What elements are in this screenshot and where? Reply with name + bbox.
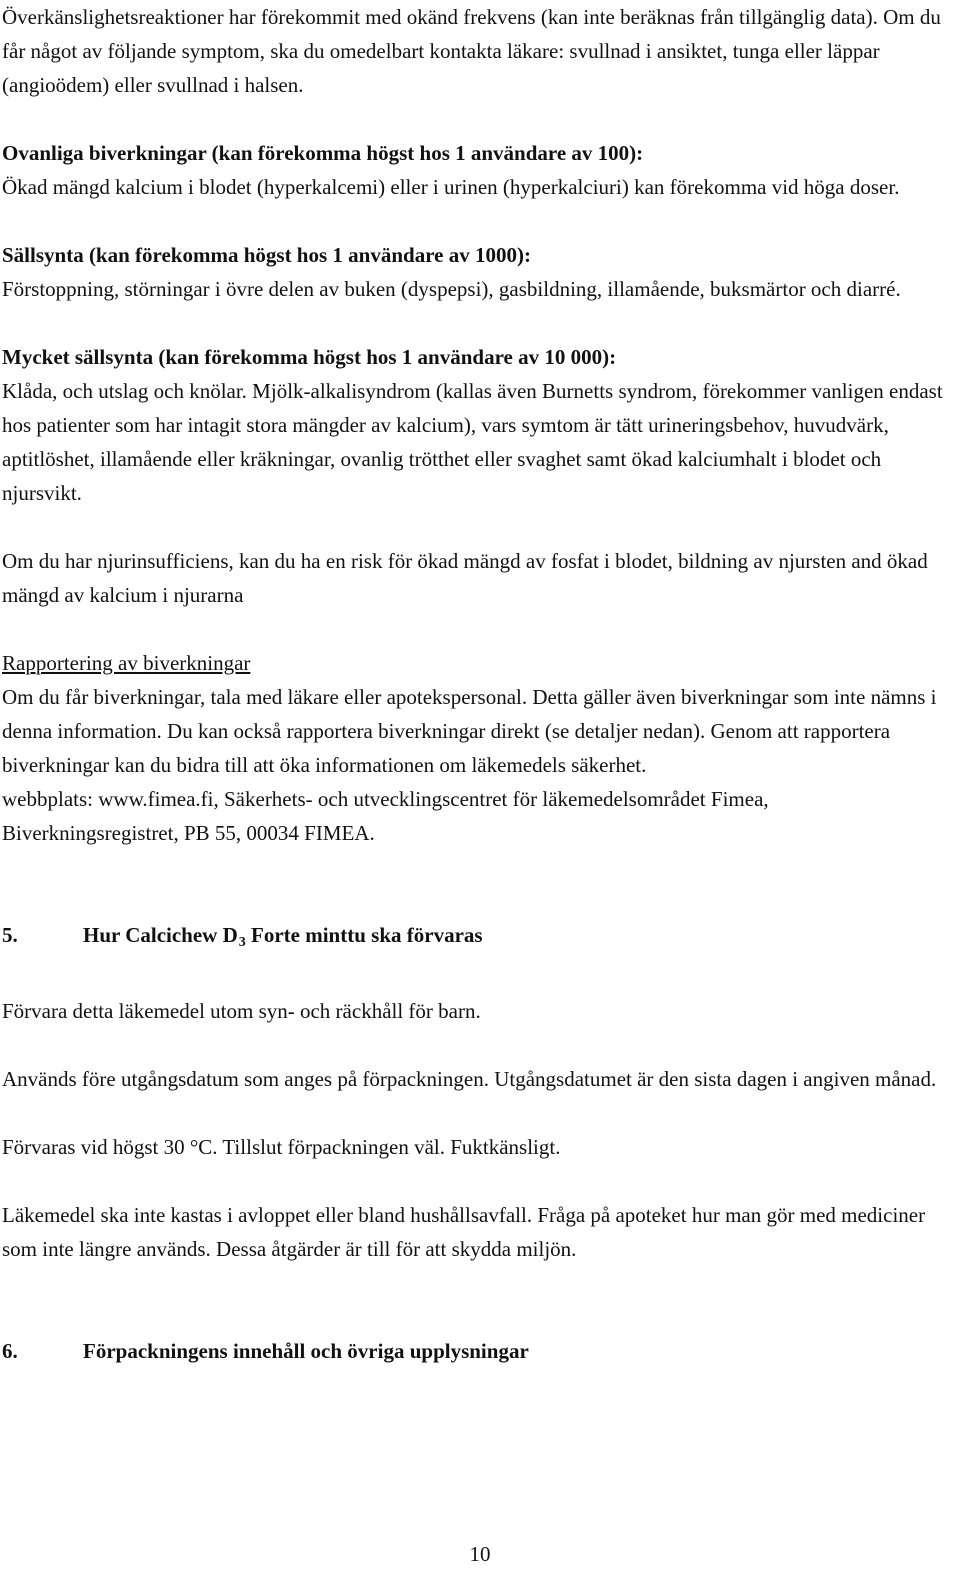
expiry-paragraph: Används före utgångsdatum som anges på förpackningen. Utgångsdatumet är den sista dagen i angiven månad. — [2, 1067, 937, 1091]
kidney-paragraph: Om du har njurinsufficiens, kan du ha en risk för ökad mängd av fosfat i blodet, bildning av njursten and ökad mängd av kalcium i njurarna — [2, 549, 928, 607]
section-5-number: 5. — [2, 923, 18, 947]
section-6-heading — [2, 1334, 954, 1368]
disposal-paragraph: Läkemedel ska inte kastas i avloppet eller bland hushållsavfall. Fråga på apoteket hur man gör med mediciner som inte längre används. Dessa åtgärder är till för att skydda miljön. — [2, 1203, 926, 1261]
uncommon-paragraph: Ökad mängd kalcium i blodet (hyperkalcemi) eller i urinen (hyperkalciuri) kan förekomma vid höga doser. — [2, 175, 900, 199]
storage-children-paragraph: Förvara detta läkemedel utom syn- och räckhåll för barn. — [2, 999, 481, 1023]
reporting-heading: Rapportering av biverkningar — [2, 651, 251, 675]
rare-heading: Sällsynta (kan förekomma högst hos 1 användare av 1000): — [2, 243, 531, 267]
section-5-heading — [2, 918, 954, 960]
page-number: 10 — [469, 1542, 491, 1566]
document-page — [2, 0, 954, 1368]
section-6-number: 6. — [2, 1339, 18, 1363]
reporting-paragraph: Om du får biverkningar, tala med läkare eller apotekspersonal. Detta gäller även biverkningar som inte nämns i denna information. Du kan också rapportera biverkningar direkt (se detaljer nedan). Genom att rapportera biverkningar kan du bidra till att öka informationen om läkemedels säkerhet. — [2, 685, 937, 777]
section-6-title: Förpackningens innehåll och övriga upplysningar — [83, 1339, 529, 1363]
uncommon-heading: Ovanliga biverkningar (kan förekomma högst hos 1 användare av 100): — [2, 141, 644, 165]
very-rare-heading: Mycket sällsynta (kan förekomma högst hos 1 användare av 10 000): — [2, 345, 617, 369]
section-5-title: Hur Calcichew D3 Forte minttu ska förvaras — [83, 923, 483, 950]
hypersensitivity-paragraph: Överkänslighetsreaktioner har förekommit med okänd frekvens (kan inte beräknas från tillgänglig data). Om du får något av följande symptom, ska du omedelbart kontakta läkare: svullnad i ansiktet, tunga eller läppar (angioödem) eller svullnad i halsen. — [2, 5, 941, 97]
reporting-address-line: Biverkningsregistret, PB 55, 00034 FIMEA. — [2, 821, 375, 845]
rare-paragraph: Förstoppning, störningar i övre delen av buken (dyspepsi), gasbildning, illamående, buksmärtor och diarré. — [2, 277, 901, 301]
very-rare-paragraph: Klåda, och utslag och knölar. Mjölk-alkalisyndrom (kallas även Burnetts syndrom, förekommer vanligen endast hos patienter som har intagit stora mängder av kalcium), vars symtom är tätt urineringsbehov, huvudvärk, aptitlöshet, illamående eller kräkningar, ovanlig trötthet eller svaghet samt ökad kalciumhalt i blodet och njursvikt. — [2, 379, 943, 505]
reporting-website-line: webbplats: www.fimea.fi, Säkerhets- och utvecklingscentret för läkemedelsområdet Fimea, — [2, 787, 769, 811]
temperature-paragraph: Förvaras vid högst 30 °C. Tillslut förpackningen väl. Fuktkänsligt. — [2, 1135, 561, 1159]
